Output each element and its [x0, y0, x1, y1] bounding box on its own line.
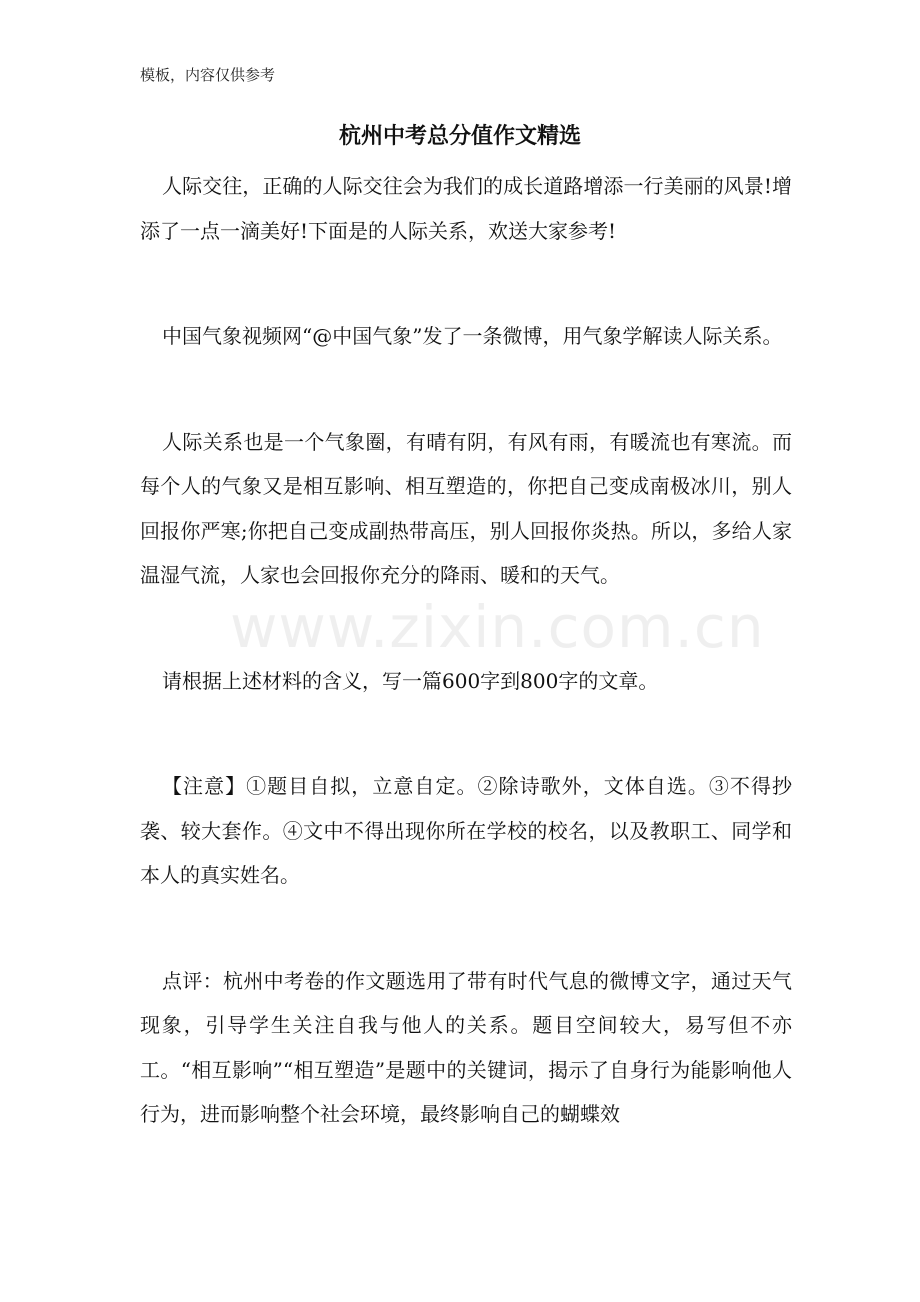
- document-body: [140, 164, 792, 1137]
- document-title: 杭州中考总分值作文精选: [338, 123, 581, 149]
- paragraph-weibo: 中国气象视频网“@中国气象”发了一条微博，用气象学解读人际关系。: [162, 324, 783, 348]
- paragraph-intro: 人际交往，正确的人际交往会为我们的成长道路增添一行美丽的风景!增添了一点一滴美好!下面是的人际关系，欢送大家参考!: [140, 174, 792, 243]
- paragraph-notice: 【注意】①题目自拟，立意自定。②除诗歌外，文体自选。③不得抄袭、较大套作。④文中不得出现你所在学校的校名，以及教职工、同学和本人的真实姓名。: [140, 774, 792, 887]
- paragraph-weather-relations: 人际关系也是一个气象圈，有晴有阴，有风有雨，有暖流也有寒流。而每个人的气象又是相互影响、相互塑造的，你把自己变成南极冰川，别人回报你严寒;你把自己变成副热带高压，别人回报你炎热。所以，多给人家温湿气流，人家也会回报你充分的降雨、暖和的天气。: [140, 429, 792, 587]
- paragraph-prompt: 请根据上述材料的含义，写一篇600字到800字的文章。: [162, 668, 659, 693]
- paragraph-commentary: 点评：杭州中考卷的作文题选用了带有时代气息的微博文字，通过天气现象，引导学生关注自我与他人的关系。题目空间较大，易写但不亦工。“相互影响”“相互塑造”是题中的关键词，揭示了自身行为能影响他人行为，进而影响整个社会环境，最终影响自己的蝴蝶效: [140, 968, 792, 1126]
- header-note: 模板，内容仅供参考: [140, 66, 276, 84]
- watermark: www.zixin.com.cn: [230, 593, 765, 661]
